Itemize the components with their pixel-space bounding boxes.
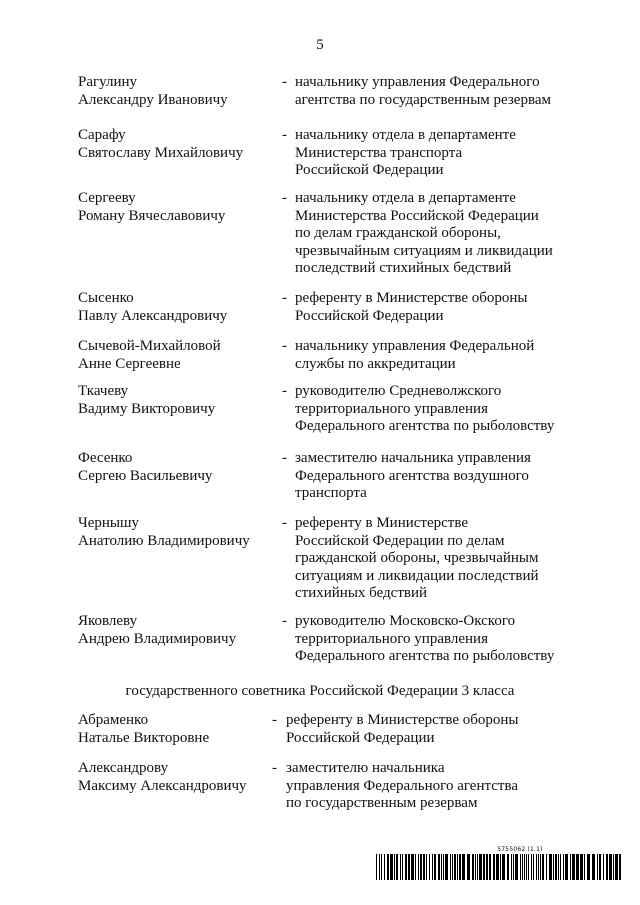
person-name-line: Павлу Александровичу: [78, 307, 228, 324]
dash-separator: -: [282, 127, 287, 143]
person-name: [78, 338, 221, 373]
person-name-line: Сарафу: [78, 127, 126, 143]
position-line: Министерства транспорта: [295, 144, 463, 161]
position-line: начальнику отдела в департаменте: [295, 190, 516, 206]
section-title: государственного советника Российской Федерации 3 класса: [125, 683, 515, 699]
position-title: [295, 613, 554, 666]
person-name: [78, 515, 250, 550]
dash-separator: -: [282, 515, 287, 531]
position-title: [295, 450, 531, 503]
person-name-line: Вадиму Викторовичу: [78, 400, 216, 417]
position-line: стихийных бедствий: [295, 585, 428, 601]
person-name-line: Сычевой-Михайловой: [78, 338, 221, 354]
person-name-line: Анатолию Владимировичу: [78, 532, 250, 549]
position-line: транспорта: [295, 485, 367, 501]
person-name-line: Фесенко: [78, 450, 133, 466]
person-name-line: Святославу Михайловичу: [78, 144, 244, 161]
person-name: [78, 290, 227, 325]
position-line: Российской Федерации: [295, 162, 444, 178]
position-title: [295, 127, 516, 180]
position-title: [286, 712, 519, 747]
position-title: [295, 515, 539, 603]
position-line: по делам гражданской обороны,: [295, 225, 501, 241]
position-line: начальнику управления Федерального: [295, 74, 540, 90]
position-title: [295, 383, 554, 436]
person-name-line: Роману Вячеславовичу: [78, 207, 226, 224]
position-line: Российской Федерации по делам: [295, 532, 505, 549]
person-name-line: Рагулину: [78, 74, 138, 90]
dash-separator: -: [282, 450, 287, 466]
person-name: [78, 613, 236, 648]
person-name-line: Андрею Владимировичу: [78, 630, 237, 647]
position-line: референту в Министерстве обороны: [286, 712, 519, 728]
position-line: руководителю Средневолжского: [295, 383, 502, 399]
barcode-code: 5755062 (1.1): [497, 846, 543, 853]
person-name-line: Сысенко: [78, 290, 134, 306]
position-line: начальнику управления Федеральной: [295, 338, 535, 354]
person-name-line: Анне Сергеевне: [78, 355, 181, 372]
barcode-image: [376, 854, 624, 880]
position-line: ситуациям и ликвидации последствий: [295, 567, 539, 584]
position-title: [286, 760, 518, 813]
dash-separator: -: [282, 338, 287, 354]
dash-separator: -: [282, 74, 287, 90]
page-number: 5: [316, 37, 324, 53]
person-name-line: Наталье Викторовне: [78, 729, 210, 746]
position-line: руководителю Московско-Окского: [295, 613, 516, 629]
barcode-block: [376, 846, 624, 880]
position-title: [295, 190, 553, 278]
person-name: [78, 760, 247, 795]
person-name: [78, 450, 212, 485]
position-line: территориального управления: [295, 630, 488, 647]
position-title: [295, 74, 551, 109]
position-title: [295, 338, 534, 373]
dash-separator: -: [282, 190, 287, 206]
person-name-line: Максиму Александровичу: [78, 777, 247, 794]
position-line: Федерального агентства воздушного: [295, 467, 529, 484]
person-name-line: Чернышу: [78, 515, 140, 531]
position-line: Российской Федерации: [286, 729, 435, 746]
person-name: [78, 190, 225, 225]
person-name-line: Сергееву: [78, 190, 136, 206]
position-title: [295, 290, 528, 325]
position-line: чрезвычайным ситуациям и ликвидации: [295, 242, 553, 259]
person-name-line: Александрову: [78, 760, 169, 776]
person-name-line: Ткачеву: [78, 383, 129, 399]
person-name-line: Сергею Васильевичу: [78, 467, 213, 484]
position-line: начальнику отдела в департаменте: [295, 127, 516, 143]
dash-separator: -: [272, 760, 277, 776]
position-line: референту в Министерстве обороны: [295, 290, 528, 306]
person-name-line: Абраменко: [78, 712, 149, 728]
dash-separator: -: [282, 290, 287, 306]
person-name: [78, 74, 228, 109]
dash-separator: -: [282, 383, 287, 399]
person-name: [78, 712, 209, 747]
person-name-line: Яковлеву: [78, 613, 138, 629]
position-line: заместителю начальника управления: [295, 450, 531, 466]
position-line: последствий стихийных бедствий: [295, 260, 512, 276]
position-line: Федерального агентства по рыболовству: [295, 418, 555, 434]
position-line: референту в Министерстве: [295, 515, 468, 531]
dash-separator: -: [282, 613, 287, 629]
position-line: агентства по государственным резервам: [295, 91, 551, 108]
person-name: [78, 127, 243, 162]
position-line: заместителю начальника: [286, 760, 445, 776]
person-name: [78, 383, 215, 418]
position-line: Министерства Российской Федерации: [295, 207, 539, 224]
position-line: Федерального агентства по рыболовству: [295, 648, 555, 664]
position-line: по государственным резервам: [286, 795, 478, 811]
person-name-line: Александру Ивановичу: [78, 91, 228, 108]
position-line: управления Федерального агентства: [286, 777, 518, 794]
dash-separator: -: [272, 712, 277, 728]
position-line: гражданской обороны, чрезвычайным: [295, 550, 539, 566]
position-line: службы по аккредитации: [295, 355, 456, 372]
position-line: территориального управления: [295, 400, 488, 417]
position-line: Российской Федерации: [295, 307, 444, 324]
